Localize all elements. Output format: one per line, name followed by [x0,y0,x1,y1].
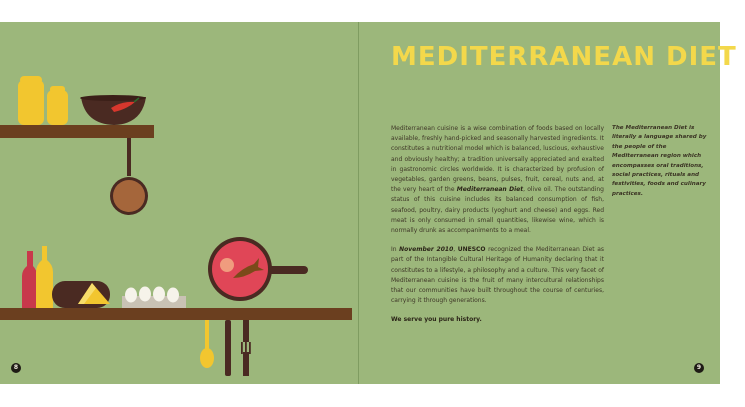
right-page [359,22,737,384]
fork-icon [241,320,251,376]
frying-pan-with-fish-icon [208,237,308,301]
book-spread [0,22,737,384]
jar-small-icon [47,86,68,125]
knife-icon [225,320,231,376]
top-shelf [0,125,154,138]
paragraph-intro: Mediterranean cuisine is a wise combination of foods based on locally available, freshly hand-picked and seasonally harvested ingredients. It constitutes a nutritional model which is balanced, luscious, exhaustive and obviously healthy; a tradition universally appreciated and exalted in gastronomic circles worldwide. It is characterized by profusion of vegetables, garden greens, beans, pulses, fruit, cereal, nuts and, at the very heart of the Mediterranean Diet, olive oil. The outstanding status of this cuisine includes its balanced consumption of fish, seafood, poultry, dairy products (yoghurt and cheese) and eggs. Red meat is only consumed in small quantities, likewise wine, which is normally drunk as accompaniments to a meal. [391,125,604,235]
bottle-red-icon [22,251,37,308]
page-title: MEDITERRANEAN DIET [391,42,737,72]
paragraph-closing: We serve you pure history. [391,316,482,324]
egg-tray-icon [122,287,186,309]
bottom-shelf [0,308,352,320]
paragraph-unesco: In November 2010, UNESCO recognized the Mediterranean Diet as part of the Intangible Cultural Heritage of Humanity declaring that it constitutes to a lifestyle, a philosophy and a culture. This very facet of Mediterranean cuisine is the fruit of many intercultural relationships that our communities have built throughout the course of centuries, carrying it through generations. [391,246,604,305]
body-text-column [391,124,604,335]
bottle-yellow-icon [36,246,53,308]
bowl-with-chili-icon [80,95,146,125]
page-number-left: 8 [11,363,21,373]
jar-icon [18,76,44,125]
sidebar-quote: The Mediterranean Diet is literally a language shared by the people of the Mediterranean region which encompasses oral traditions, social practices, rituals and festivities, foods and culinary practices. [612,125,707,197]
kitchen-shelves-illustration [0,22,358,384]
hanging-pan-icon [110,138,148,215]
left-page [0,22,358,384]
page-number-right: 9 [694,363,704,373]
spoon-icon [200,320,214,368]
bread-loaf-icon [52,281,110,308]
